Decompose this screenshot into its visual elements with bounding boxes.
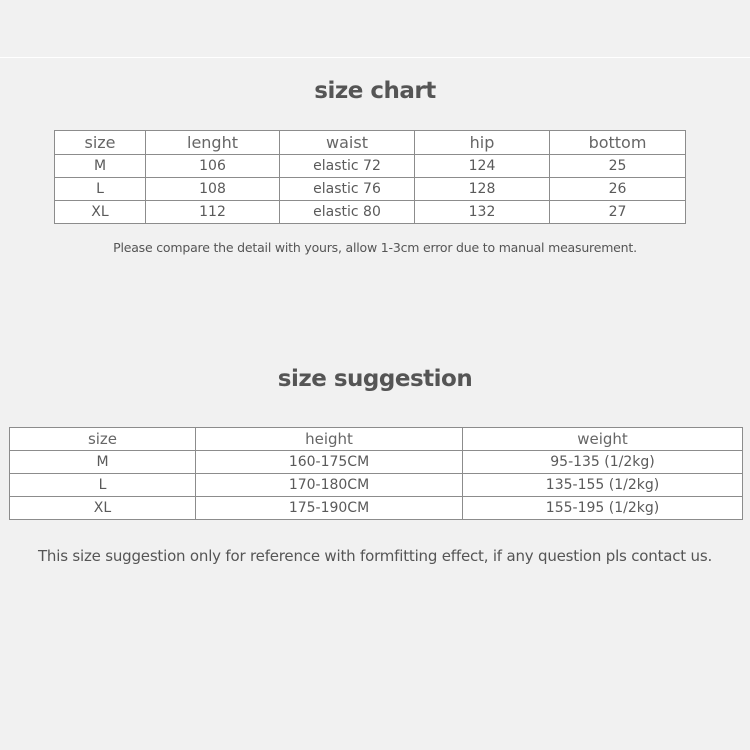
cell-weight: 135-155 (1/2kg) xyxy=(463,474,743,497)
header-cell-size: size xyxy=(55,131,146,155)
size-suggestion-table xyxy=(9,427,743,520)
cell-height: 160-175CM xyxy=(196,451,463,474)
cell-height: 170-180CM xyxy=(196,474,463,497)
header-cell-hip: hip xyxy=(415,131,550,155)
cell-size: L xyxy=(10,474,196,497)
cell-weight: 155-195 (1/2kg) xyxy=(463,497,743,520)
table-row xyxy=(10,497,743,520)
table-row xyxy=(55,178,686,201)
cell-size: XL xyxy=(55,201,146,224)
size-suggestion-note: This size suggestion only for reference with formfitting effect, if any question pls contact us. xyxy=(37,547,713,565)
size-chart-table xyxy=(54,130,686,224)
cell-height: 175-190CM xyxy=(196,497,463,520)
header-cell-size: size xyxy=(10,428,196,451)
cell-length: 112 xyxy=(146,201,280,224)
cell-size: XL xyxy=(10,497,196,520)
table-header-row xyxy=(10,428,743,451)
cell-bottom: 27 xyxy=(550,201,686,224)
cell-weight: 95-135 (1/2kg) xyxy=(463,451,743,474)
table-row xyxy=(55,155,686,178)
cell-hip: 124 xyxy=(415,155,550,178)
table-row xyxy=(10,474,743,497)
cell-hip: 128 xyxy=(415,178,550,201)
table-row xyxy=(10,451,743,474)
cell-hip: 132 xyxy=(415,201,550,224)
table-header-row xyxy=(55,131,686,155)
cell-length: 106 xyxy=(146,155,280,178)
cell-waist: elastic 72 xyxy=(280,155,415,178)
cell-bottom: 25 xyxy=(550,155,686,178)
header-cell-weight: weight xyxy=(463,428,743,451)
header-cell-waist: waist xyxy=(280,131,415,155)
size-chart-title: size chart xyxy=(314,78,436,104)
cell-waist: elastic 76 xyxy=(280,178,415,201)
divider-line xyxy=(0,57,750,58)
cell-bottom: 26 xyxy=(550,178,686,201)
cell-waist: elastic 80 xyxy=(280,201,415,224)
size-chart-note: Please compare the detail with yours, allow 1-3cm error due to manual measurement. xyxy=(113,240,637,255)
cell-length: 108 xyxy=(146,178,280,201)
size-suggestion-title: size suggestion xyxy=(277,366,473,392)
header-cell-bottom: bottom xyxy=(550,131,686,155)
table-row xyxy=(55,201,686,224)
cell-size: M xyxy=(55,155,146,178)
header-cell-height: height xyxy=(196,428,463,451)
cell-size: L xyxy=(55,178,146,201)
header-cell-length: lenght xyxy=(146,131,280,155)
cell-size: M xyxy=(10,451,196,474)
